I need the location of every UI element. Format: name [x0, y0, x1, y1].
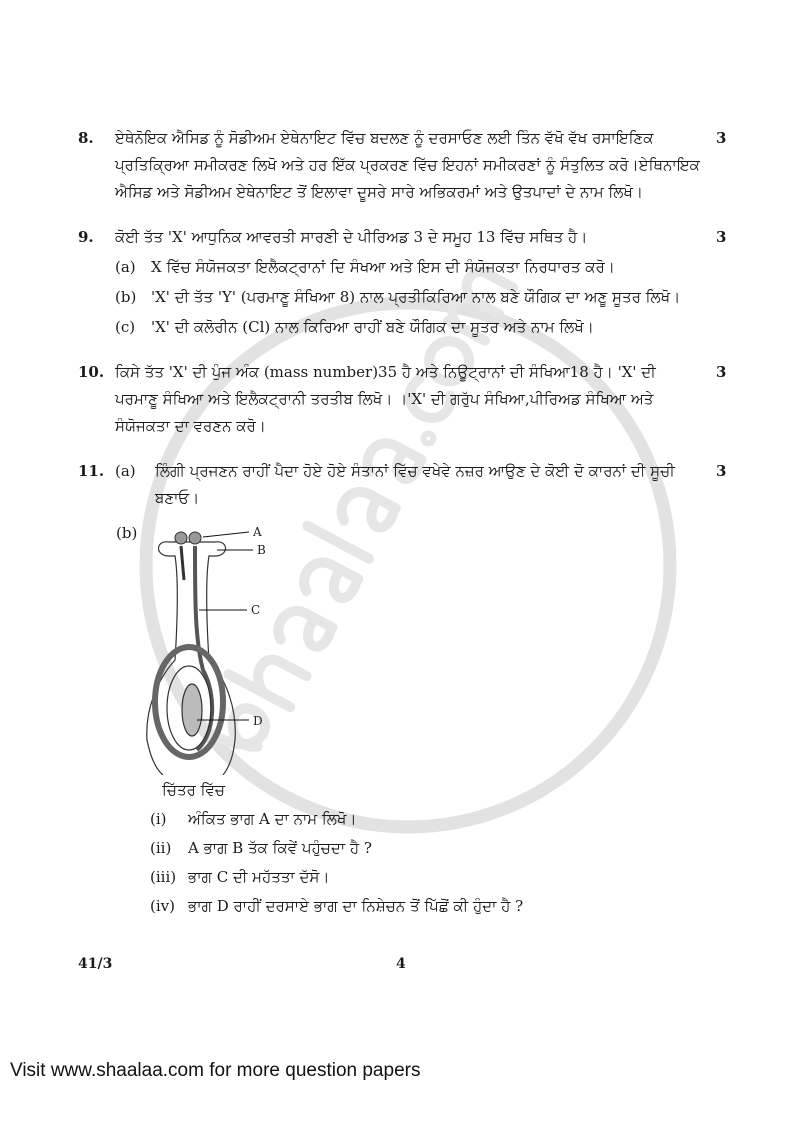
page-footer	[0, 956, 800, 980]
item-text: ਅੰਕਿਤ ਭਾਗ A ਦਾ ਨਾਮ ਲਿਖੋ।	[188, 810, 357, 828]
sub-label: (a)	[115, 258, 136, 276]
pistil-diagram	[137, 520, 307, 775]
embryo-sac	[182, 684, 202, 736]
item-text: ਭਾਗ D ਰਾਹੀਂ ਦਰਸਾਏ ਭਾਗ ਦਾ ਨਿਸ਼ੇਚਨ ਤੋਂ ਪਿੱਛੋਂ ਕੀ ਹੁੰਦਾ ਹੈ ?	[188, 897, 524, 915]
sub-text: ਲਿੰਗੀ ਪ੍ਰਜਣਨ ਰਾਹੀਂ ਪੈਦਾ ਹੋਏ ਹੋਏ ਸੰਤਾਨਾਂ ਵਿੱਚ ਵਖੇਵੇ ਨਜ਼ਰ ਆਉਣ ਦੇ ਕੋਈ ਦੋ ਕਾਰਨਾਂ ਦੀ ਸੂਚੀ ਬਣਾਓ।	[155, 462, 675, 507]
question-number: 11.	[78, 462, 105, 480]
question-number: 8.	[78, 129, 94, 147]
label-c: C	[251, 603, 261, 617]
item-label: (ii)	[150, 839, 172, 857]
diagram-caption: ਚਿੱਤਰ ਵਿੱਚ	[162, 781, 225, 799]
item-label: (iv)	[150, 897, 175, 915]
question-number: 9.	[78, 228, 94, 246]
sub-text: 'X' ਦੀ ਤੱਤ 'Y' (ਪਰਮਾਣੂ ਸੰਖਿਆ 8) ਨਾਲ ਪ੍ਰਤੀਕਿਰਿਆ ਨਾਲ ਬਣੇ ਯੌਗਿਕ ਦਾ ਅਣੂ ਸੂਤਰ ਲਿਖੋ।	[151, 288, 681, 306]
item-text: A ਭਾਗ B ਤੱਕ ਕਿਵੇਂ ਪਹੁੰਚਦਾ ਹੈ ?	[188, 839, 372, 857]
sub-label: (b)	[115, 288, 137, 306]
item-label: (i)	[150, 810, 167, 828]
label-b: B	[257, 543, 267, 557]
sub-question-a	[115, 254, 700, 281]
question-10	[0, 359, 800, 440]
sub-question-b	[115, 284, 700, 311]
sub-text: X ਵਿੱਚ ਸੰਯੋਜਕਤਾ ਇਲੈਕਟ੍ਰਾਨਾਂ ਦਿ ਸੰਖਆ ਅਤੇ ਇਸ ਦੀ ਸੰਯੋਜਕਤਾ ਨਿਰਧਾਰਤ ਕਰੋ।	[151, 258, 615, 276]
question-marks: 3	[716, 129, 727, 147]
question-text: ਕਿਸੇ ਤੱਤ 'X' ਦੀ ਪੁੰਜ ਅੰਕ (mass number)35 ਹੈ ਅਤੇ ਨਿਊਟ੍ਰਾਨਾਂ ਦੀ ਸੰਖਿਆ18 ਹੈ। 'X' ਦੀ ਪਰਮਾਣੂ ਸੰਖਿਆ ਅਤੇ ਇਲੈਕਟ੍ਰਾਨੀ ਤਰਤੀਬ ਲਿਖੋ। ।'X' ਦੀ ਗਰੁੱਪ ਸੰਖਿਆ,ਪੀਰਿਅਡ ਸੰਖਿਆ ਅਤੇ ਸੰਯੋਜਕਤਾ ਦਾ ਵਰਣਨ ਕਰੋ।	[115, 363, 656, 435]
item-iv	[150, 893, 750, 920]
sub-label: (c)	[115, 318, 136, 336]
page-number: 4	[396, 956, 406, 972]
item-label: (iii)	[150, 868, 177, 886]
sub-question-c	[115, 314, 700, 341]
item-iii	[150, 864, 750, 891]
shaalaa-banner-link[interactable]: Visit www.shaalaa.com for more question papers	[10, 1060, 421, 1081]
question-text: ਕੋਈ ਤੱਤ 'X' ਆਧੁਨਿਕ ਆਵਰਤੀ ਸਾਰਣੀ ਦੇ ਪੀਰਿਅਡ 3 ਦੇ ਸਮੂਹ 13 ਵਿੱਚ ਸਥਿਤ ਹੈ।	[115, 228, 588, 246]
label-d: D	[253, 714, 263, 728]
sub-text: 'X' ਦੀ ਕਲੋਰੀਨ (Cl) ਨਾਲ ਕਿਰਿਆ ਰਾਹੀਂ ਬਣੇ ਯੌਗਿਕ ਦਾ ਸੂਤਰ ਅਤੇ ਨਾਮ ਲਿਖੋ।	[151, 318, 594, 336]
sub-question-b	[116, 520, 800, 775]
pollen-grain	[189, 532, 201, 544]
paper-code: 41/3	[78, 956, 113, 972]
item-ii	[150, 835, 750, 862]
question-8	[0, 125, 800, 206]
sub-label-b: (b)	[116, 524, 138, 542]
question-11	[0, 458, 800, 512]
item-text: ਭਾਗ C ਦੀ ਮਹੱਤਤਾ ਦੱਸੋ।	[188, 868, 330, 886]
item-i	[150, 806, 750, 833]
label-a: A	[253, 525, 262, 539]
sub-label: (a)	[115, 462, 136, 480]
question-marks: 3	[716, 363, 727, 381]
question-body	[115, 458, 700, 512]
question-body	[115, 224, 700, 341]
pollen-tube-short	[181, 546, 184, 580]
question-number: 10.	[78, 363, 105, 381]
question-text: ਏਥੇਨੋਇਕ ਐਸਿਡ ਨੂੰ ਸੋਡੀਅਮ ਏਥੇਨਾਇਟ ਵਿੱਚ ਬਦਲਣ ਨੂੰ ਦਰਸਾਓਣ ਲਈ ਤਿੰਨ ਵੱਖੋ ਵੱਖ ਰਸਾਇਣਿਕ ਪ੍ਰਤਿਕ੍ਰਿਆ ਸਮੀਕਰਣ ਲਿਖੋ ਅਤੇ ਹਰ ਇੱਕ ਪ੍ਰਕਰਣ ਵਿੱਚ ਇਹਨਾਂ ਸਮੀਕਰਣਾਂ ਨੂੰ ਸੰਤੁਲਿਤ ਕਰੋ।ਏਥਿਨਾਇਕ ਐਸਿਡ ਅਤੇ ਸੋਡੀਅਮ ਏਥੇਨਾਇਟ ਤੋਂ ਇਲਾਵਾ ਦੂਸਰੇ ਸਾਰੇ ਅਭਿਕਰਮਾਂ ਅਤੇ ਉਤਪਾਦਾਂ ਦੇ ਨਾਮ ਲਿਖੋ।	[115, 129, 700, 201]
pollen-grain	[175, 532, 187, 544]
question-marks: 3	[716, 228, 727, 246]
question-marks: 3	[716, 462, 727, 480]
sub-question-a	[115, 458, 700, 512]
question-9	[0, 224, 800, 341]
arrow-a	[203, 532, 249, 537]
